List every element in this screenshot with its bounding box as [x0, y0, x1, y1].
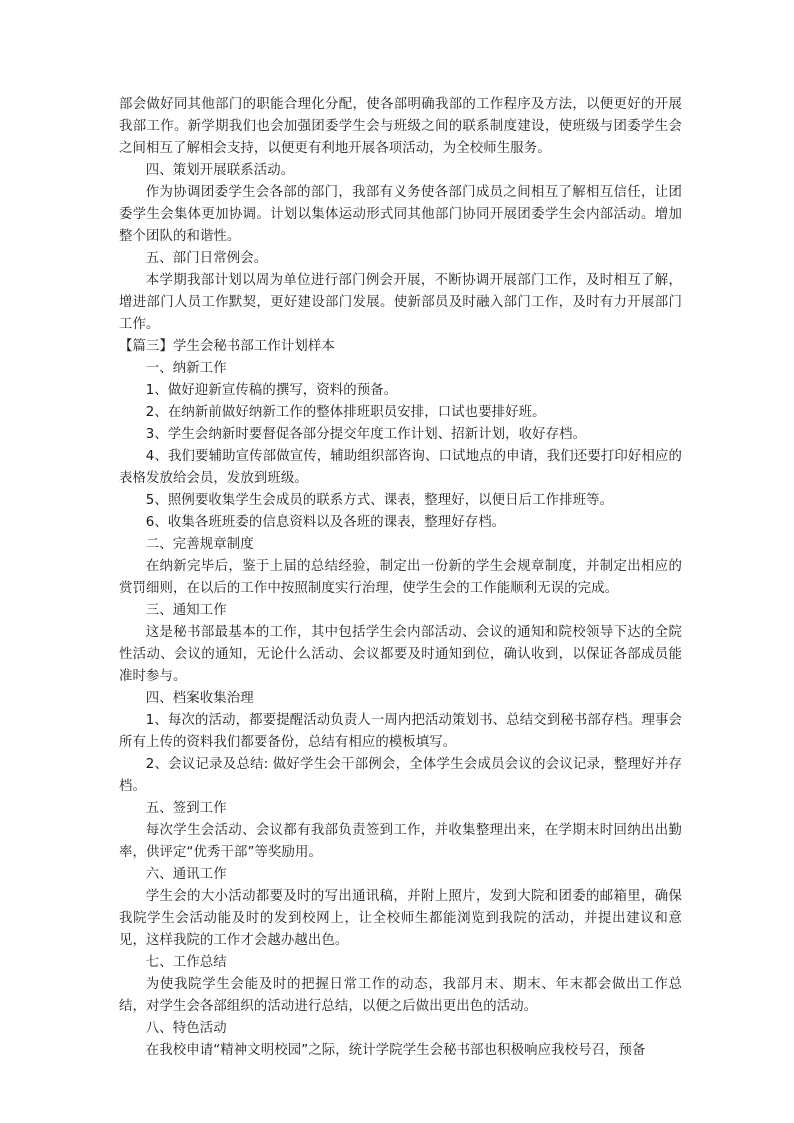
document-body [119, 94, 682, 1062]
paragraph: 学生会的大小活动都要及时的写出通讯稿，并附上照片，发到大院和团委的邮箱里，确保我院学生会活动能及时的发到校网上，让全校师生都能浏览到我院的活动，并提出建议和意见，这样我院的工作才会越办越出色。 [119, 889, 682, 948]
paragraph: 每次学生会活动、会议都有我部负责签到工作，并收集整理出来，在学期末时回纳出出勤率，供评定“优秀干部”等奖励用。 [119, 823, 682, 860]
section-heading-8: 八、特色活动 [145, 1021, 227, 1036]
list-item: 6、收集各班班委的信息资料以及各班的课表，整理好存档。 [145, 515, 506, 530]
section-heading-3: 三、通知工作 [145, 603, 227, 618]
article-title: 【篇三】学生会秘书部工作计划样本 [119, 339, 335, 354]
list-item: 4、我们要辅助宣传部做宣传，辅助组织部咨询、口试地点的申请，我们还要打印好相应的表格发放给会员，发放到班级。 [119, 449, 682, 486]
paragraph: 在我校申请“精神文明校园”之际，统计学院学生会秘书部也积极响应我校号召，预备 [145, 1043, 646, 1058]
list-item: 3、学生会纳新时要督促各部分提交年度工作计划、招新计划，收好存档。 [145, 427, 587, 442]
section-heading-4: 四、策划开展联系活动。 [145, 163, 295, 178]
paragraph: 在纳新完毕后，鉴于上届的总结经验，制定出一份新的学生会规章制度，并制定出相应的赏罚细则，在以后的工作中按照制度实行治理，使学生会的工作能顺利无误的完成。 [119, 559, 682, 596]
list-item: 1、每次的活动，都要提醒活动负责人一周内把活动策划书、总结交到秘书部存档。理事会所有上传的资料我们都要备份，总结有相应的模板填写。 [119, 713, 682, 750]
section-heading-1: 一、纳新工作 [145, 361, 227, 376]
paragraph: 本学期我部计划以周为单位进行部门例会开展，不断协调开展部门工作，及时相互了解，增进部门人员工作默契，更好建设部门发展。使新部员及时融入部门工作，及时有力开展部门工作。 [119, 273, 682, 332]
paragraph: 作为协调团委学生会各部的部门，我部有义务使各部门成员之间相互了解相互信任，让团委学生会集体更加协调。计划以集体运动形式同其他部门协同开展团委学生会内部活动。增加整个团队的和谐性。 [119, 185, 682, 244]
section-heading-4b: 四、档案收集治理 [145, 691, 254, 706]
paragraph: 这是秘书部最基本的工作，其中包括学生会内部活动、会议的通知和院校领导下达的全院性活动、会议的通知，无论什么活动、会议都要及时通知到位，确认收到，以保证各部成员能准时参与。 [119, 625, 682, 684]
section-heading-5: 五、部门日常例会。 [145, 251, 268, 266]
list-item: 5、照例要收集学生会成员的联系方式、课表，整理好，以便日后工作排班等。 [145, 493, 614, 508]
list-item: 2、在纳新前做好纳新工作的整体排班职员安排，口试也要排好班。 [145, 405, 546, 420]
paragraph: 为使我院学生会能及时的把握日常工作的动态，我部月末、期末、年末都会做出工作总结，对学生会各部组织的活动进行总结，以便之后做出更出色的活动。 [119, 977, 682, 1014]
section-heading-5b: 五、签到工作 [145, 801, 227, 816]
list-item: 2、会议记录及总结: 做好学生会干部例会，全体学生会成员会议的会议记录，整理好并存档。 [119, 757, 682, 794]
section-heading-7: 七、工作总结 [145, 955, 227, 970]
section-heading-6: 六、通讯工作 [145, 867, 227, 882]
list-item: 1、做好迎新宣传稿的撰写，资料的预备。 [145, 383, 398, 398]
paragraph-continuation: 部会做好同其他部门的职能合理化分配，使各部明确我部的工作程序及方法，以便更好的开展我部工作。新学期我们也会加强团委学生会与班级之间的联系制度建设，使班级与团委学生会之间相互了解相会支持，以便更有利地开展各项活动，为全校师生服务。 [119, 97, 682, 156]
section-heading-2: 二、完善规章制度 [145, 537, 254, 552]
